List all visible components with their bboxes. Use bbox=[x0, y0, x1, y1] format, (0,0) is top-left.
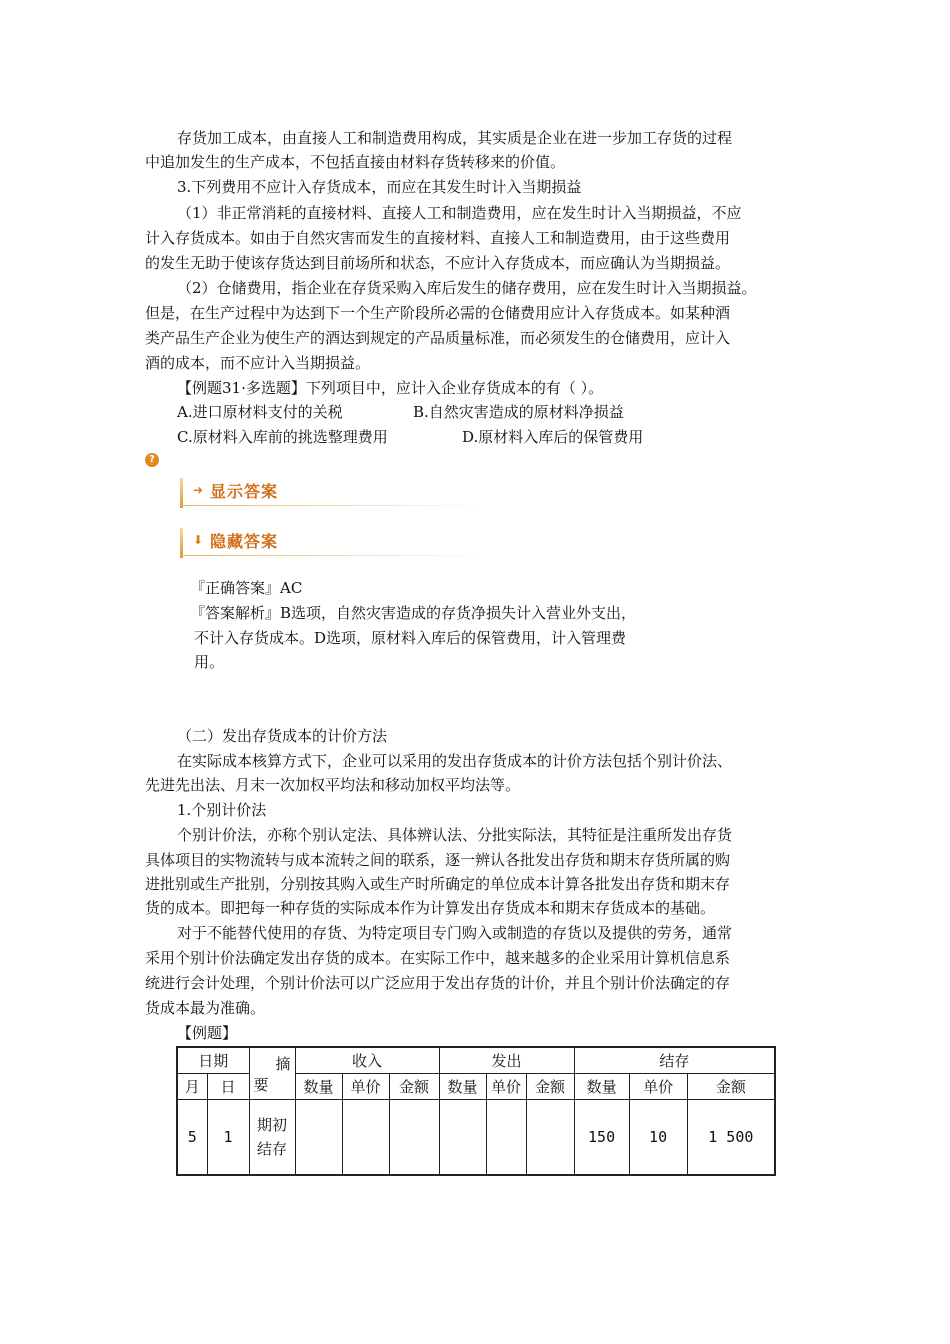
table-header-row bbox=[177, 1047, 775, 1074]
body-text-line: 统进行会计处理，个别计价法可以广泛应用于发出存货的计价，并且个别计价法确定的存 bbox=[145, 974, 731, 992]
show-answer-label: 显示答案 bbox=[210, 482, 279, 501]
cell-bal-price: 10 bbox=[629, 1100, 687, 1176]
body-text-line: 进批别或生产批别，分别按其购入或生产时所确定的单位成本计算各批发出存货和期末存 bbox=[145, 875, 731, 893]
correct-answer: 『正确答案』AC bbox=[190, 579, 303, 597]
body-text-line: 中追加发生的生产成本，不包括直接由材料存货转移来的价值。 bbox=[145, 153, 566, 171]
header-date: 日期 bbox=[177, 1047, 249, 1074]
cell-bal-qty: 150 bbox=[574, 1100, 629, 1176]
answer-analysis-line: 『答案解析』B选项，自然灾害造成的存货净损失计入营业外支出， bbox=[190, 604, 637, 622]
question-option-c: C.原材料入库前的挑选整理费用 bbox=[177, 428, 388, 446]
body-text-line: （1）非正常消耗的直接材料、直接人工和制造费用，应在发生时计入当期损益，不应 bbox=[177, 204, 742, 222]
section-heading: （二）发出存货成本的计价方法 bbox=[177, 727, 388, 745]
table-row bbox=[177, 1100, 775, 1176]
header-out-price: 单价 bbox=[486, 1074, 526, 1100]
example-label: 【例题】 bbox=[177, 1024, 238, 1042]
arrow-down-icon: ⬇ bbox=[193, 533, 204, 547]
hide-answer-label: 隐藏答案 bbox=[210, 532, 279, 551]
answer-analysis-line: 用。 bbox=[194, 653, 225, 671]
sub-heading: 1.个别计价法 bbox=[177, 801, 267, 819]
body-text-line: （2）仓储费用，指企业在存货采购入库后发生的储存费用，应在发生时计入当期损益。 bbox=[177, 279, 757, 297]
body-text-line: 具体项目的实物流转与成本流转之间的联系，逐一辨认各批发出存货和期末存货所属的购 bbox=[145, 851, 731, 869]
show-answer-button[interactable] bbox=[180, 476, 490, 510]
button-underline bbox=[180, 505, 490, 506]
header-bal-qty: 数量 bbox=[574, 1074, 629, 1100]
header-receipts: 收入 bbox=[295, 1047, 439, 1074]
header-summary-line2: 要 bbox=[253, 1075, 269, 1094]
cell-out-price bbox=[486, 1100, 526, 1176]
cell-in-qty bbox=[295, 1100, 342, 1176]
answer-analysis-line: 不计入存货成本。D选项，原材料入库后的保管费用，计入管理费 bbox=[194, 629, 627, 647]
header-month: 月 bbox=[177, 1074, 207, 1100]
body-text-line: 类产品生产企业为使生产的酒达到规定的产品质量标准，而必须发生的仓储费用，应计入 bbox=[145, 329, 731, 347]
question-stem: 【例题31·多选题】下列项目中，应计入企业存货成本的有（ ）。 bbox=[177, 379, 604, 397]
header-balance: 结存 bbox=[574, 1047, 775, 1074]
body-text-line: 酒的成本，而不应计入当期损益。 bbox=[145, 354, 371, 372]
body-text-line: 但是，在生产过程中为达到下一个生产阶段所必需的仓储费用应计入存货成本。如某种酒 bbox=[145, 304, 731, 322]
header-in-amount: 金额 bbox=[389, 1074, 439, 1100]
button-accent-bar bbox=[180, 478, 183, 508]
button-accent-bar bbox=[180, 528, 183, 558]
cell-in-price bbox=[342, 1100, 389, 1176]
hide-answer-button[interactable] bbox=[180, 526, 490, 560]
cell-day: 1 bbox=[207, 1100, 249, 1176]
header-summary-line1: 摘 bbox=[275, 1054, 291, 1073]
help-icon[interactable]: ? bbox=[145, 453, 159, 467]
section-heading: 3.下列费用不应计入存货成本，而应在其发生时计入当期损益 bbox=[177, 178, 582, 196]
cell-month: 5 bbox=[177, 1100, 207, 1176]
cell-summary-line1: 期初 bbox=[257, 1116, 288, 1134]
header-bal-price: 单价 bbox=[629, 1074, 687, 1100]
inventory-ledger-table bbox=[176, 1046, 776, 1176]
header-issues: 发出 bbox=[439, 1047, 574, 1074]
header-day: 日 bbox=[207, 1074, 249, 1100]
header-bal-amount: 金额 bbox=[687, 1074, 775, 1100]
cell-summary bbox=[249, 1100, 295, 1176]
body-text-line: 采用个别计价法确定发出存货的成本。在实际工作中，越来越多的企业采用计算机信息系 bbox=[145, 949, 731, 967]
body-text-line: 货成本最为准确。 bbox=[145, 999, 266, 1017]
header-out-qty: 数量 bbox=[439, 1074, 486, 1100]
body-text-line: 对于不能替代使用的存货、为特定项目专门购入或制造的存货以及提供的劳务，通常 bbox=[177, 924, 733, 942]
body-text-line: 先进先出法、月末一次加权平均法和移动加权平均法等。 bbox=[145, 776, 521, 794]
header-out-amount: 金额 bbox=[526, 1074, 574, 1100]
body-text-line: 的发生无助于使该存货达到目前场所和状态，不应计入存货成本，而应确认为当期损益。 bbox=[145, 254, 731, 272]
header-in-qty: 数量 bbox=[295, 1074, 342, 1100]
body-text-line: 存货加工成本，由直接人工和制造费用构成，其实质是企业在进一步加工存货的过程 bbox=[177, 129, 733, 147]
cell-bal-amount: 1 500 bbox=[687, 1100, 775, 1176]
body-text-line: 货的成本。即把每一种存货的实际成本作为计算发出存货成本和期末存货成本的基础。 bbox=[145, 899, 716, 917]
question-option-b: B.自然灾害造成的原材料净损益 bbox=[413, 403, 624, 421]
cell-in-amount bbox=[389, 1100, 439, 1176]
question-option-a: A.进口原材料支付的关税 bbox=[177, 403, 343, 421]
arrow-right-icon: ➜ bbox=[193, 483, 204, 497]
button-underline bbox=[180, 555, 490, 556]
cell-out-amount bbox=[526, 1100, 574, 1176]
cell-out-qty bbox=[439, 1100, 486, 1176]
header-in-price: 单价 bbox=[342, 1074, 389, 1100]
header-summary bbox=[249, 1047, 295, 1100]
question-option-d: D.原材料入库后的保管费用 bbox=[462, 428, 644, 446]
cell-summary-line2: 结存 bbox=[257, 1140, 288, 1158]
body-text-line: 在实际成本核算方式下，企业可以采用的发出存货成本的计价方法包括个别计价法、 bbox=[177, 752, 733, 770]
body-text-line: 计入存货成本。如由于自然灾害而发生的直接材料、直接人工和制造费用，由于这些费用 bbox=[145, 229, 731, 247]
body-text-line: 个别计价法，亦称个别认定法、具体辨认法、分批实际法，其特征是注重所发出存货 bbox=[177, 826, 733, 844]
